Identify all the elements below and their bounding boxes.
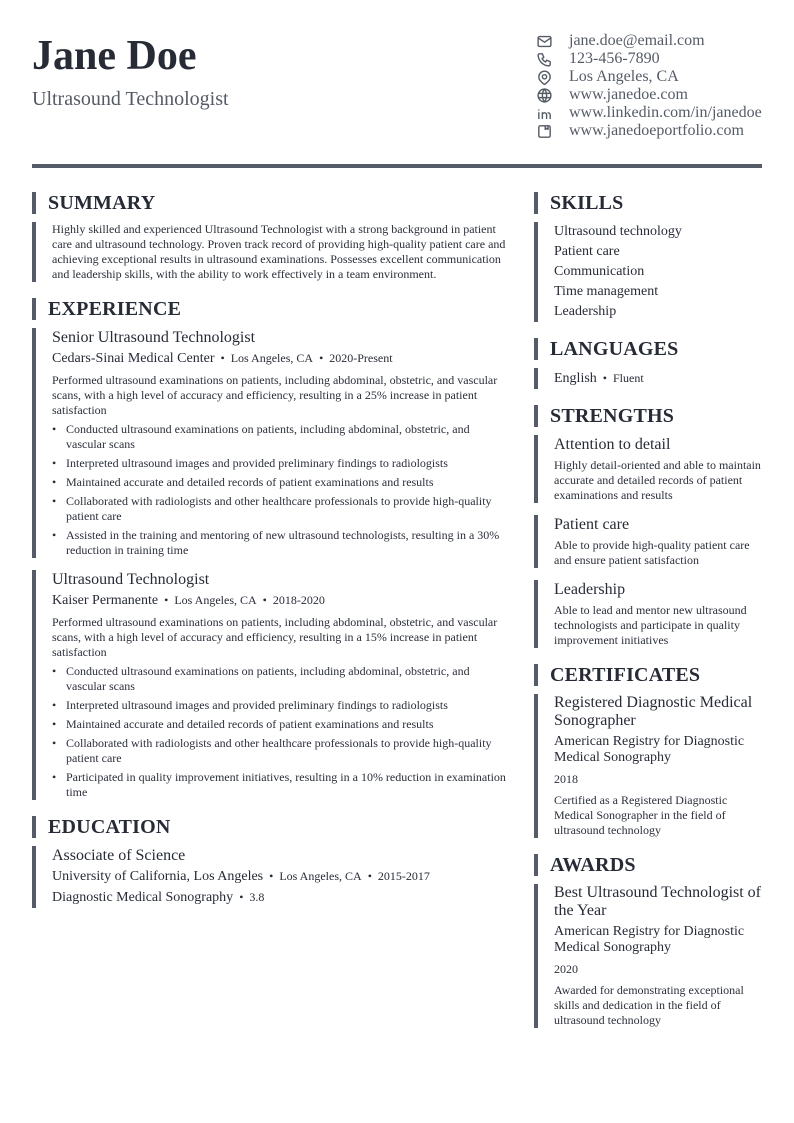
experience-item <box>32 570 510 800</box>
job-bullet: • Collaborated with radiologists and other healthcare professionals to provide high-quality patient care <box>52 736 510 766</box>
contact-linkedin-text: www.linkedin.com/in/janedoe <box>569 104 762 121</box>
job-meta: Cedars-Sinai Medical Center • Los Angeles, CA • 2020-Present <box>52 351 393 366</box>
awards-heading: AWARDS <box>534 854 766 876</box>
award-issuer: American Registry for Diagnostic Medical Sonography <box>554 924 745 955</box>
certificate-desc: Certified as a Registered Diagnostic Medical Sonographer in the field of ultrasound technology <box>554 793 728 837</box>
contact-list <box>536 32 786 140</box>
job-location: Los Angeles, CA <box>230 351 314 365</box>
strength-desc: Able to provide high-quality patient care and ensure patient satisfaction <box>554 538 750 567</box>
language-name: English <box>554 371 597 386</box>
strength-title: Attention to detail <box>554 436 671 453</box>
languages-heading: LANGUAGES <box>534 338 766 360</box>
skill-item: Time management <box>554 284 659 299</box>
skill-item: Communication <box>554 264 645 279</box>
location-icon <box>536 69 553 86</box>
languages-section <box>534 368 766 389</box>
job-bullet: • Assisted in the training and mentoring of new ultrasound technologists, resulting in a 30% reduction in training time <box>52 528 510 558</box>
contact-website[interactable] <box>536 86 786 104</box>
award-title: Best Ultrasound Technologist of the Year <box>554 884 762 919</box>
job-description: Performed ultrasound examinations on patients, including abdominal, obstetric, and vascular scans, with a high level of accuracy and efficiency, resulting in a 15% increase in patient satisfaction <box>52 615 498 659</box>
strength-title: Patient care <box>554 516 630 533</box>
job-company: Kaiser Permanente <box>52 593 159 608</box>
skill-item: Leadership <box>554 304 617 319</box>
strength-title: Leadership <box>554 581 626 598</box>
award-desc: Awarded for demonstrating exceptional skills and dedication in the field of ultrasound technology <box>554 983 744 1027</box>
job-bullet: • Conducted ultrasound examinations on patients, including abdominal, obstetric, and vascular scans <box>52 422 510 452</box>
job-company: Cedars-Sinai Medical Center <box>52 351 215 366</box>
job-bullet: • Maintained accurate and detailed records of patient examinations and results <box>52 717 510 732</box>
experience-item <box>32 328 510 558</box>
field-of-study: Diagnostic Medical Sonography <box>52 890 234 905</box>
skill-item: Patient care <box>554 244 620 259</box>
job-bullets <box>52 664 510 800</box>
certificate-issuer: American Registry for Diagnostic Medical Sonography <box>554 734 745 765</box>
language-level: Fluent <box>612 371 644 385</box>
award-year: 2020 <box>554 962 578 976</box>
summary-section <box>32 222 510 282</box>
strength-desc: Highly detail-oriented and able to maintain accurate and detailed records of patient examinations and results <box>554 458 761 502</box>
summary-heading: SUMMARY <box>32 192 510 214</box>
mail-icon <box>536 33 553 50</box>
certificates-heading: CERTIFICATES <box>534 664 766 686</box>
certificate-year: 2018 <box>554 772 578 786</box>
strength-item <box>534 515 766 568</box>
job-title: Senior Ultrasound Technologist <box>52 329 256 346</box>
job-bullet: • Conducted ultrasound examinations on patients, including abdominal, obstetric, and vascular scans <box>52 664 510 694</box>
globe-icon <box>536 87 553 104</box>
school-name: University of California, Los Angeles <box>52 869 264 884</box>
strength-item <box>534 435 766 503</box>
linkedin-icon <box>536 105 553 122</box>
contact-phone-text: 123-456-7890 <box>569 50 660 67</box>
education-field-line: Diagnostic Medical Sonography • 3.8 <box>52 890 265 905</box>
language-item: English • Fluent <box>554 371 644 386</box>
contact-email-text: jane.doe@email.com <box>569 32 705 49</box>
contact-location <box>536 68 786 86</box>
header-divider <box>32 164 762 168</box>
experience-heading: EXPERIENCE <box>32 298 510 320</box>
contact-phone[interactable] <box>536 50 786 68</box>
certificate-title: Registered Diagnostic Medical Sonographer <box>554 694 753 729</box>
job-title: Ultrasound Technologist <box>52 571 210 588</box>
candidate-name: Jane Doe <box>32 33 197 79</box>
education-meta: University of California, Los Angeles • Los Angeles, CA • 2015-2017 <box>52 869 430 884</box>
skills-heading: SKILLS <box>534 192 766 214</box>
degree: Associate of Science <box>52 847 186 864</box>
strength-item <box>534 580 766 648</box>
contact-location-text: Los Angeles, CA <box>569 68 679 85</box>
job-dates: 2018-2020 <box>272 593 325 607</box>
side-column <box>534 192 766 1028</box>
job-dates: 2020-Present <box>329 351 393 365</box>
candidate-title: Ultrasound Technologist <box>32 88 229 110</box>
phone-icon <box>536 51 553 68</box>
education-item <box>32 846 510 908</box>
job-bullet: • Interpreted ultrasound images and provided preliminary findings to radiologists <box>52 698 510 713</box>
certificate-item <box>534 694 766 838</box>
main-column <box>32 192 510 908</box>
skills-section <box>534 222 766 322</box>
job-location: Los Angeles, CA <box>174 593 257 607</box>
education-heading: EDUCATION <box>32 816 510 838</box>
job-bullet: • Participated in quality improvement initiatives, resulting in a 10% reduction in examination time <box>52 770 510 800</box>
job-bullet: • Collaborated with radiologists and other healthcare professionals to provide high-quality patient care <box>52 494 510 524</box>
contact-email[interactable] <box>536 32 786 50</box>
job-bullet: • Maintained accurate and detailed records of patient examinations and results <box>52 475 510 490</box>
job-bullets <box>52 422 510 558</box>
portfolio-icon <box>536 123 553 140</box>
strength-desc: Able to lead and mentor new ultrasound technologists and participate in quality improvement initiatives <box>554 603 747 647</box>
award-item <box>534 884 766 1028</box>
gpa: 3.8 <box>249 890 265 904</box>
contact-linkedin[interactable] <box>536 104 786 122</box>
school-location: Los Angeles, CA <box>279 869 362 883</box>
summary-text: Highly skilled and experienced Ultrasound Technologist with a strong background in patient care and ultrasound technology. Proven track record of providing high-quality patient care and achieving exceptional results in ultrasound examinations. Possesses excellent communication and leadership skills, with the ability to work effectively in a team environment. <box>52 222 506 281</box>
contact-portfolio[interactable] <box>536 122 786 140</box>
contact-portfolio-text: www.janedoeportfolio.com <box>569 122 744 139</box>
job-meta: Kaiser Permanente • Los Angeles, CA • 2018-2020 <box>52 593 325 608</box>
skill-item: Ultrasound technology <box>554 224 682 239</box>
contact-website-text: www.janedoe.com <box>569 86 688 103</box>
education-dates: 2015-2017 <box>377 869 430 883</box>
job-description: Performed ultrasound examinations on patients, including abdominal, obstetric, and vascular scans, with a high level of accuracy and efficiency, resulting in a 25% increase in patient satisfaction <box>52 373 498 417</box>
job-bullet: • Interpreted ultrasound images and provided preliminary findings to radiologists <box>52 456 510 471</box>
strengths-heading: STRENGTHS <box>534 405 766 427</box>
